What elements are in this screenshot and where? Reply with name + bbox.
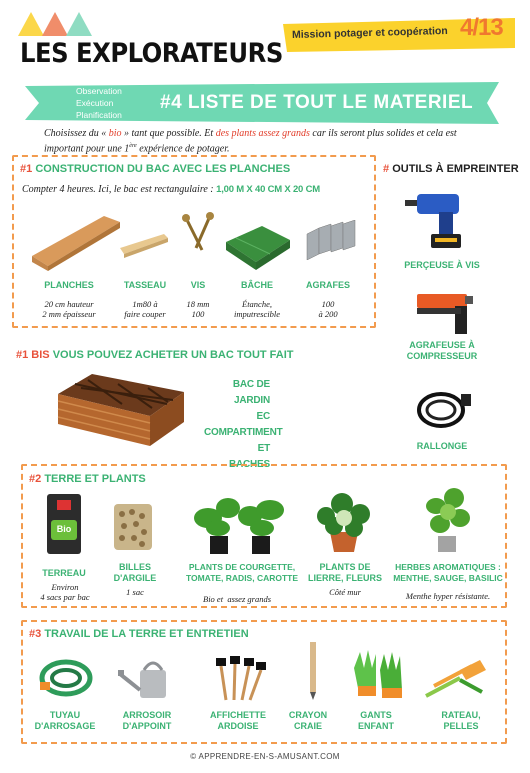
vis-sub: 18 mm 100 [186, 299, 210, 319]
agrafes-image [305, 220, 357, 260]
agrafeuse-image [415, 290, 475, 338]
main-title: #4 LISTE DE TOUT LE MATERIEL [160, 92, 474, 113]
bache-image [222, 222, 292, 272]
terreau-bag-label: Bio [56, 524, 72, 534]
rateau-label: RATEAU, PELLES [441, 710, 481, 731]
billes-label: BILLES D'ARGILE [113, 562, 157, 583]
page-number: 4/13 [460, 14, 503, 41]
terre-title: #2 TERRE ET PLANTS [29, 473, 146, 485]
page-title: LES EXPLORATEURS [20, 38, 283, 69]
herbes-sub: Menthe hyper résistante. [405, 591, 491, 601]
agrafeuse-label: AGRAFEUSE À COMPRESSEUR [406, 340, 478, 361]
process-steps [76, 85, 156, 121]
planches-sub: 20 cm hauteur 2 mm épaisseur [42, 299, 96, 319]
billes-image [112, 502, 154, 552]
plants-lierre-sub: Côté mur [329, 587, 361, 597]
bac-tout-fait-image [48, 370, 188, 448]
affichette-label: AFFICHETTE ARDOISE [210, 710, 266, 731]
plants-courgette-image [190, 490, 290, 558]
herbes-image [422, 486, 472, 554]
bache-label: BÂCHE [240, 280, 273, 290]
arrosoir-image [118, 656, 178, 702]
plants-courgette-sub: Bio et assez grands [203, 594, 271, 604]
step-execution: Exécution [76, 98, 114, 108]
plants-lierre-label: PLANTS DE LIERRE, FLEURS [307, 562, 382, 583]
step-observation: Observation [76, 86, 122, 96]
crayon-label: CRAYON CRAIE [288, 710, 328, 731]
agrafes-label: AGRAFES [305, 280, 350, 290]
vis-image [180, 212, 218, 252]
intro-text: Choisissez du « bio » tant que possible. Et des plants assez grands car ils seront plus solides et cela est important pour une 1ère expérience de potager. [44, 128, 457, 155]
terreau-sub: Environ 4 sacs par bac [40, 582, 90, 602]
perceuse-label: PERÇEUSE À VIS [404, 260, 480, 270]
gants-label: GANTS ENFANT [358, 710, 394, 731]
rallonge-image [415, 388, 475, 432]
step-planification: Planification [76, 110, 122, 120]
tasseau-sub: 1m80 à faire couper [124, 299, 166, 319]
intro-plants: des plants assez grands [215, 128, 310, 139]
rallonge-label: RALLONGE [416, 441, 468, 451]
plants-courgette-label: PLANTS DE COURGETTE, TOMATE, RADIS, CAROTTE [185, 562, 299, 583]
footer-copyright: © APPRENDRE-EN-S-AMUSANT.COM [190, 752, 340, 761]
mission-text: Mission potager et coopération [291, 24, 448, 42]
bache-sub: Étanche, imputrescible [234, 299, 280, 319]
perceuse-image [405, 188, 475, 250]
plants-lierre-image [312, 486, 376, 554]
tuyau-image [38, 654, 96, 702]
construction-desc: Compter 4 heures. Ici, le bac est rectangulaire : 1,00 M X 40 CM X 20 CM [22, 184, 320, 195]
planches-label: PLANCHES [44, 280, 94, 290]
terreau-label: TERREAU [42, 568, 86, 578]
affichette-image [212, 654, 268, 702]
header-triangles [18, 10, 92, 36]
construction-title: #1 CONSTRUCTION DU BAC AVEC LES PLANCHES [20, 163, 291, 175]
billes-sub: 1 sac [126, 587, 144, 597]
bis-title: #1 BIS VOUS POUVEZ ACHETER UN BAC TOUT FAIT [16, 349, 294, 361]
tools-title: # OUTILS À EMPREINTER [383, 163, 519, 175]
crayon-image [306, 638, 320, 700]
gants-image [350, 648, 406, 700]
herbes-label: HERBES AROMATIQUES : MENTHE, SAUGE, BASILIC [393, 562, 503, 583]
agrafes-sub: 100 à 200 [318, 299, 338, 319]
travail-title: #3 TRAVAIL DE LA TERRE ET ENTRETIEN [29, 628, 249, 640]
intro-bio: bio [108, 128, 122, 139]
vis-label: VIS [190, 280, 206, 290]
tasseau-label: TASSEAU [123, 280, 167, 290]
tasseau-image [120, 230, 168, 258]
planches-image [32, 216, 122, 271]
rateau-image [420, 656, 488, 704]
tuyau-label: TUYAU D'ARROSAGE [34, 710, 96, 731]
bis-desc: BAC DE JARDIN EC COMPARTIMENT ET BACHES [204, 379, 283, 470]
arrosoir-label: ARROSOIR D'APPOINT [122, 710, 172, 731]
construction-dims: 1,00 M X 40 CM X 20 CM [216, 184, 320, 195]
